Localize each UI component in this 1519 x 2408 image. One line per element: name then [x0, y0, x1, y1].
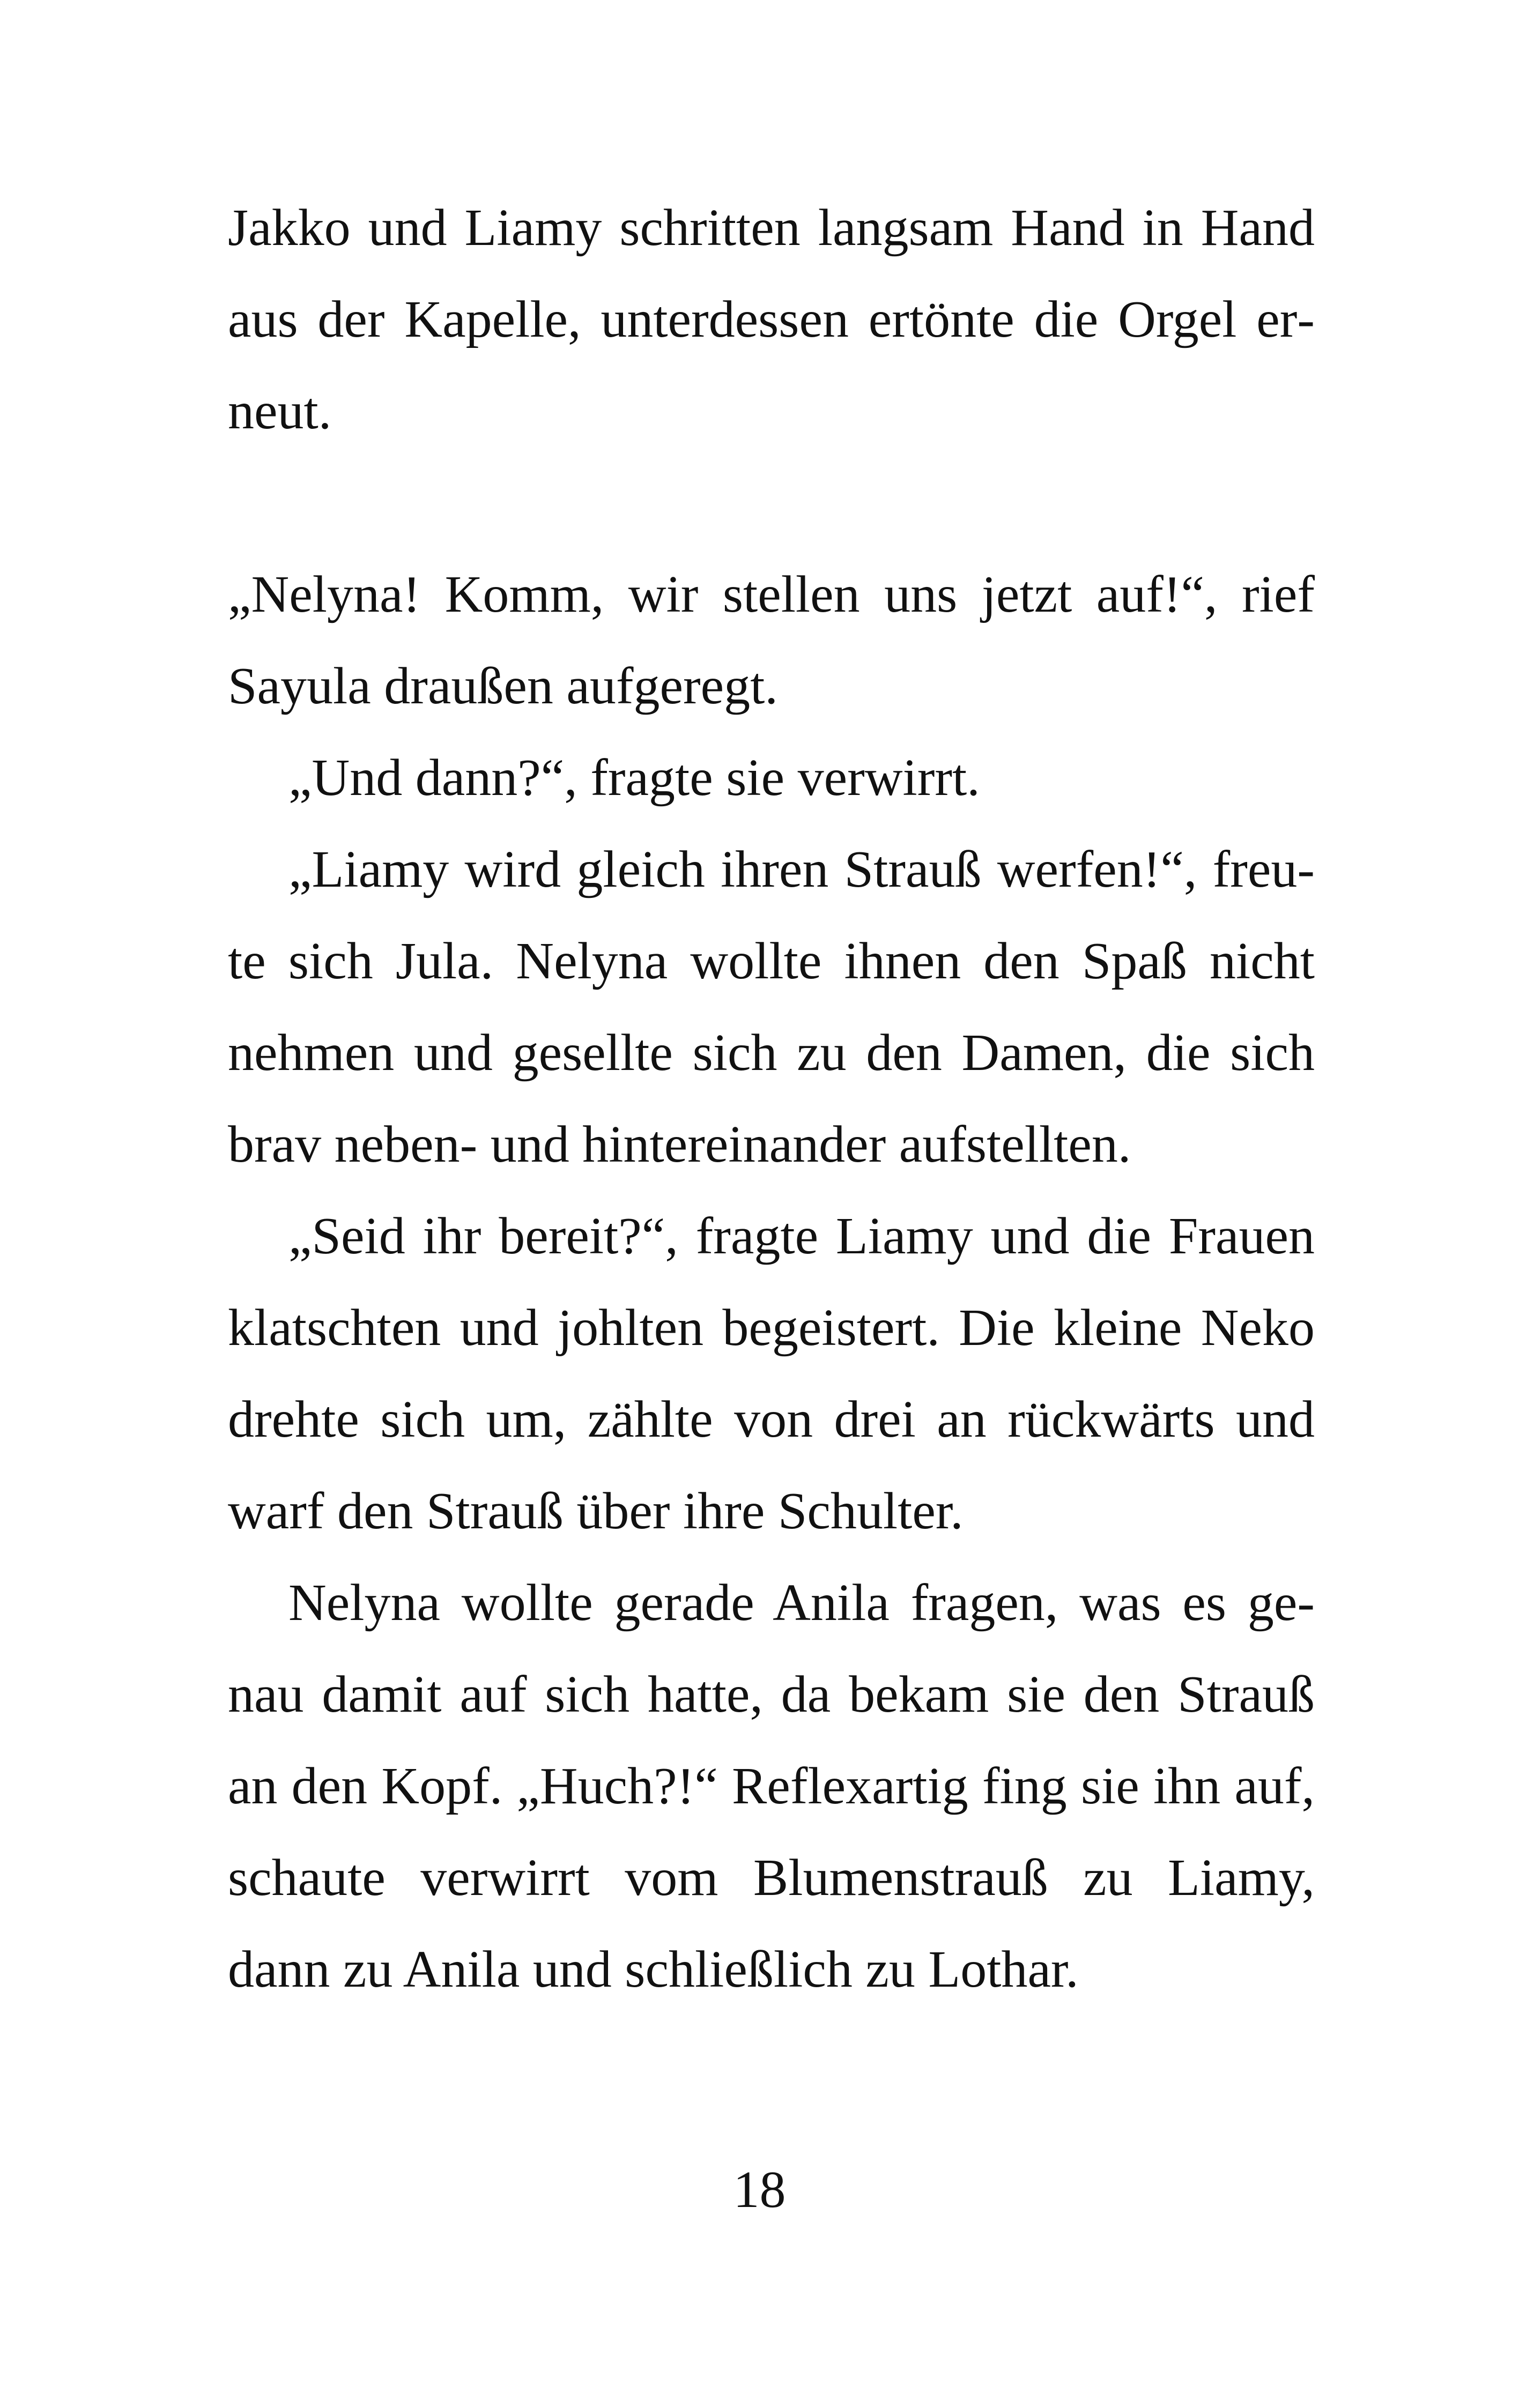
body-text: [228, 182, 1315, 2016]
paragraph-2: „Nelyna! Komm, wir stellen uns jetzt auf!“, rief Sayula draußen aufgeregt.: [228, 566, 1315, 715]
page-number: 18: [733, 2161, 786, 2219]
paragraph-1: Jakko und Liamy schritten langsam Hand in Hand aus der Kapelle, unterdessen ertönte die Orgel erneut.: [228, 199, 1315, 440]
paragraph-3: „Und dann?“, fragte sie verwirrt.: [288, 749, 980, 807]
paragraph-4: „Liamy wird gleich ihren Strauß werfen!“, freute sich Jula. Nelyna wollte ihnen den Spaß nicht nehmen und gesellte sich zu den Damen, die sich brav neben- und hintereinander aufstellten.: [228, 841, 1315, 1173]
paragraph-5: „Seid ihr bereit?“, fragte Liamy und die Frauen klatschten und johlten begeistert. Die kleine Neko drehte sich um, zählte von drei an rückwärts und warf den Strauß über ihre Schulter.: [228, 1207, 1315, 1540]
paragraph-6: Nelyna wollte gerade Anila fragen, was es genau damit auf sich hatte, da bekam sie den Strauß an den Kopf. „Huch?!“ Reflexartig fing sie ihn auf, schaute verwirrt vom Blumenstrauß zu Liamy, dann zu Anila und schließlich zu Lothar.: [228, 1574, 1315, 1998]
